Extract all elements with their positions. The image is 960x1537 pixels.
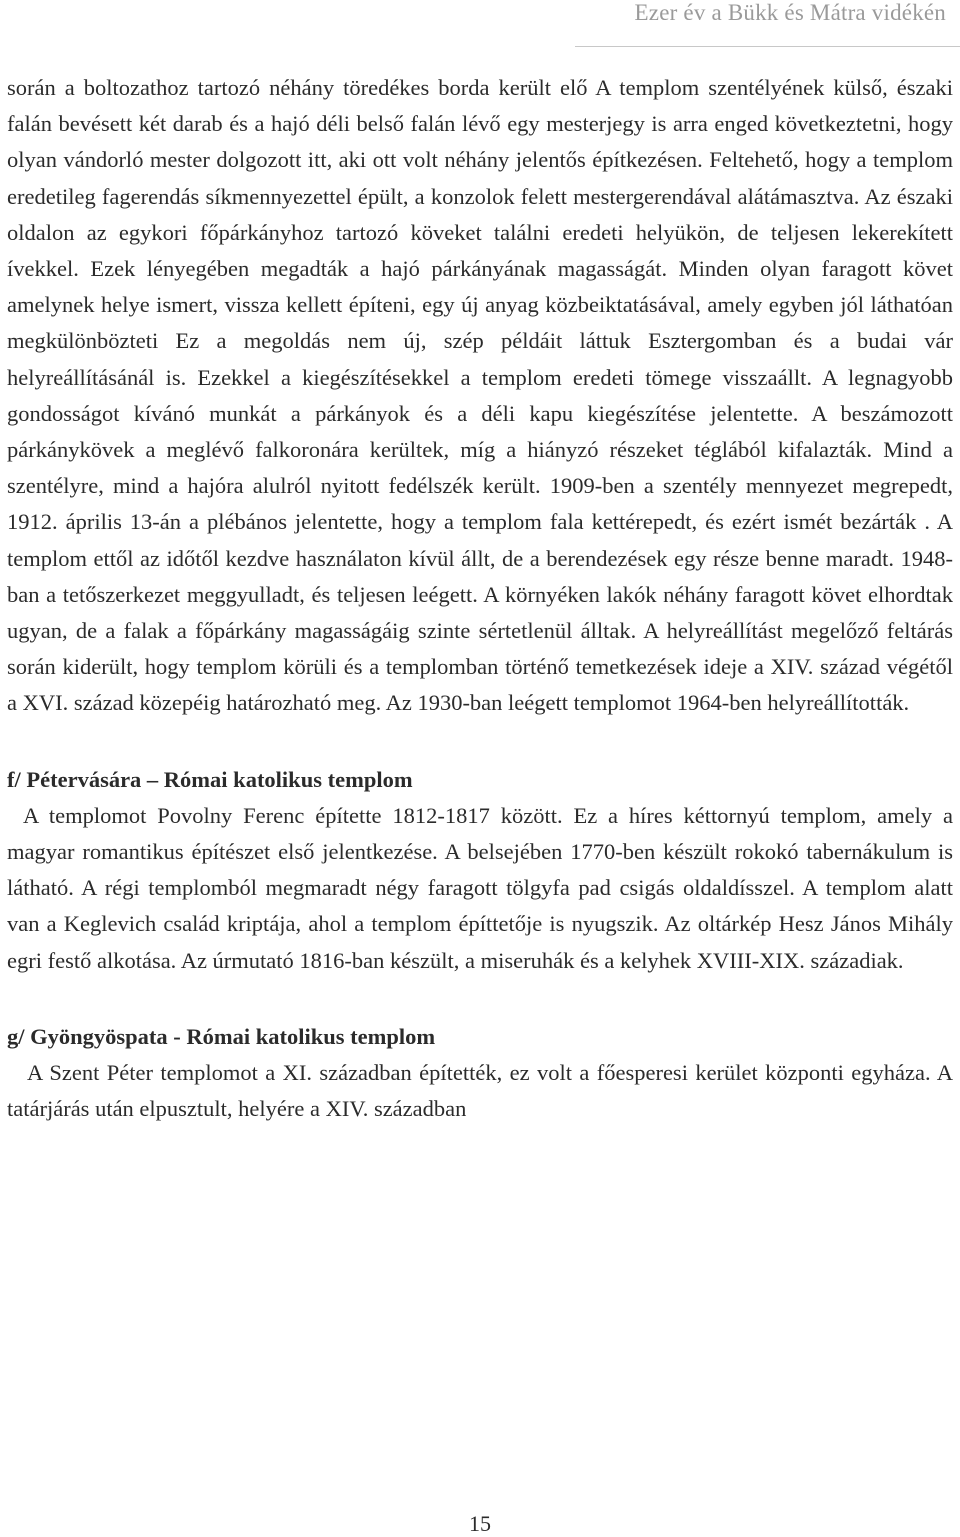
page-body (7, 70, 953, 1127)
running-header-title: Ezer év a Bükk és Mátra vidékén (634, 0, 946, 25)
section-g-heading: g/ Gyöngyöspata - Római katolikus templom (7, 1023, 436, 1049)
section-g-paragraph: A Szent Péter templomot a XI. században építették, ez volt a főesperesi kerület központi egyháza. A tatárjárás után elpusztult, helyére a XIV. században (7, 1060, 953, 1122)
page-number: 15 (469, 1511, 491, 1536)
section-f-heading: f/ Pétervására – Római katolikus templom (7, 766, 413, 792)
intro-paragraph: során a boltozathoz tartozó néhány töredékes borda került elő A templom szentélyének külső, északi falán bevésett két darab és a hajó déli belső falán lévő egy mesterjegy is arra enged következtetni, hogy olyan vándorló mester dolgozott itt, aki ott volt néhány jelentős építkezésen. Feltehető, hogy a templom eredetileg fagerendás síkmennyezettel épült, a konzolok felett mestergerendával alátámasztva. Az északi oldalon az egykori főpárkányhoz tartozó köveket találni eredeti helyükön, de teljesen lekerekített ívekkel. Ezek lényegében megadták a hajó párkányának magasságát. Minden olyan faragott követ amelynek helye ismert, vissza kellett építeni, egy új anyag közbeiktatásával, amely egyben jól láthatóan megkülönbözteti Ez a megoldás nem új, szép példáit láttuk Esztergomban és a budai vár helyreállításánál is. Ezekkel a kiegészítésekkel a templom eredeti tömege visszaállt. A legnagyobb gondosságot kívánó munkát a párkányok és a déli kapu kiegészítése jelentette. A beszámozott párkánykövek a meglévő falkoronára kerültek, míg a hiányzó részeket téglából kifalazták. Mind a szentélyre, mind a hajóra alulról nyitott fedélszék került. 1909-ben a szentély mennyezet megrepedt, 1912. április 13-án a plébános jelentette, hogy a templom fala kettérepedt, és ezért ismét bezárták . A templom ettől az időtől kezdve használaton kívül állt, de a berendezések egy része benne maradt. 1948-ban a tetőszerkezet meggyulladt, és teljesen leégett. A környéken lakók néhány faragott követ elhordtak ugyan, de a falak a főpárkány magasságáig szinte sértetlenül álltak. A helyreállítást megelőző feltárás során kiderült, hogy templom körüli és a templomban történő temetkezések ideje a XIV. század végétől a XVI. század közepéig határozható meg. Az 1930-ban leégett templomot 1964-ben helyreállították. (7, 75, 953, 716)
header-divider (575, 46, 960, 47)
section-f-paragraph: A templomot Povolny Ferenc építette 1812-1817 között. Ez a híres kéttornyú templom, amely a magyar romantikus építészet első jelentkezése. A belsejében 1770-ben készült rokokó tabernákulum is látható. A régi templomból megmaradt négy faragott tölgyfa pad csigás oldaldísszel. A templom alatt van a Keglevich család kriptája, ahol a templom építtetője is nyugszik. Az oltárkép Hesz János Mihály egri festő alkotása. Az úrmutató 1816-ban készült, a miseruhák és a kelyhek XVIII-XIX. századiak. (7, 802, 953, 973)
